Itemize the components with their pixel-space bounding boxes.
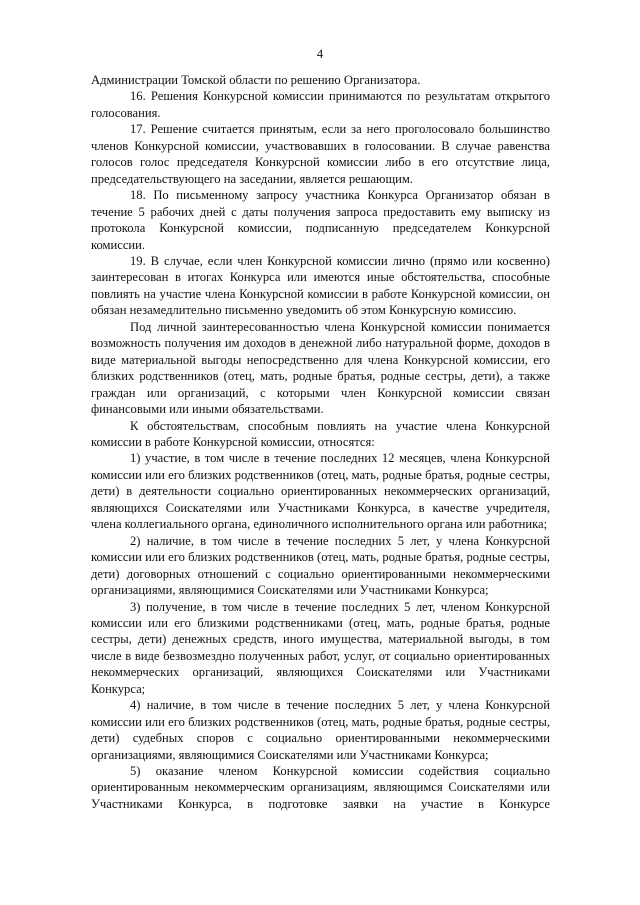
list-item-5: 5) оказание членом Конкурсной комиссии содействия социально ориентированным некоммерческим организациям, являющимся Соискателями или Участниками Конкурса, в подготовке заявки на участие в Конкурсе <box>91 764 550 811</box>
list-item-4: 4) наличие, в том числе в течение последних 5 лет, у члена Конкурсной комиссии или его близких родственников (отец, мать, родные братья, родные сестры, дети) судебных споров с социально ориентированными некоммерческими организациями, являющимися Соискателями или Участниками Конкурса; <box>91 698 550 762</box>
document-body <box>91 72 550 812</box>
paragraph-continuation: Администрации Томской области по решению Организатора. <box>91 73 421 87</box>
paragraph-circumstances-intro: К обстоятельствам, способным повлиять на участие члена Конкурсной комиссии в работе Конкурсной комиссии, относятся: <box>91 418 550 449</box>
list-item-1: 1) участие, в том числе в течение последних 12 месяцев, члена Конкурсной комиссии или его близких родственников (отец, мать, родные братья, родные сестры, дети) в деятельности социально ориентированных некоммерческих организаций, являющихся Соискателями или Участниками Конкурса, в качестве учредителя, члена коллегиального органа, единоличного исполнительного органа или работника; <box>91 451 550 532</box>
paragraph-17: 17. Решение считается принятым, если за него проголосовало большинство членов Конкурсной комиссии, участвовавших в голосовании. В случае равенства голосов голос председателя Конкурсной комиссии либо в его отсутствие лица, председательствующего на заседании, является решающим. <box>91 122 550 186</box>
paragraph-16: 16. Решения Конкурсной комиссии принимаются по результатам открытого голосования. <box>91 89 550 120</box>
paragraph-18: 18. По письменному запросу участника Конкурса Организатор обязан в течение 5 рабочих дней с даты получения запроса предоставить ему выписку из протокола Конкурсной комиссии, подписанную председателем Конкурсной комиссии. <box>91 188 550 252</box>
paragraph-personal-interest: Под личной заинтересованностью члена Конкурсной комиссии понимается возможность получения им доходов в денежной либо натуральной форме, доходов в виде материальной выгоды непосредственно для члена Конкурсной комиссии, его близких родственников (отец, мать, родные братья, родные сестры, дети), а также граждан или организаций, с которыми член Конкурсной комиссии связан финансовыми или иными обязательствами. <box>91 319 550 417</box>
list-item-3: 3) получение, в том числе в течение последних 5 лет, членом Конкурсной комиссии или его близкими родственниками (отец, мать, родные братья, родные сестры, дети) денежных средств, иного имущества, материальной выгоды, в том числе в виде безвозмездно полученных работ, услуг, от социально ориентированных некоммерческих организаций, являющихся Соискателями или Участниками Конкурса; <box>91 599 550 696</box>
list-item-2: 2) наличие, в том числе в течение последних 5 лет, у члена Конкурсной комиссии или его близких родственников (отец, мать, родные братья, родные сестры, дети) договорных отношений с социально ориентированными некоммерческими организациями, являющимися Соискателями или Участниками Конкурса; <box>91 533 550 598</box>
paragraph-19: 19. В случае, если член Конкурсной комиссии лично (прямо или косвенно) заинтересован в итогах Конкурса или имеются иные обстоятельства, способные повлиять на участие члена Конкурсной комиссии в работе Конкурсной комиссии, он обязан незамедлительно письменно уведомить об этом Конкурсную комиссию. <box>91 253 550 318</box>
page-number: 4 <box>316 47 324 61</box>
